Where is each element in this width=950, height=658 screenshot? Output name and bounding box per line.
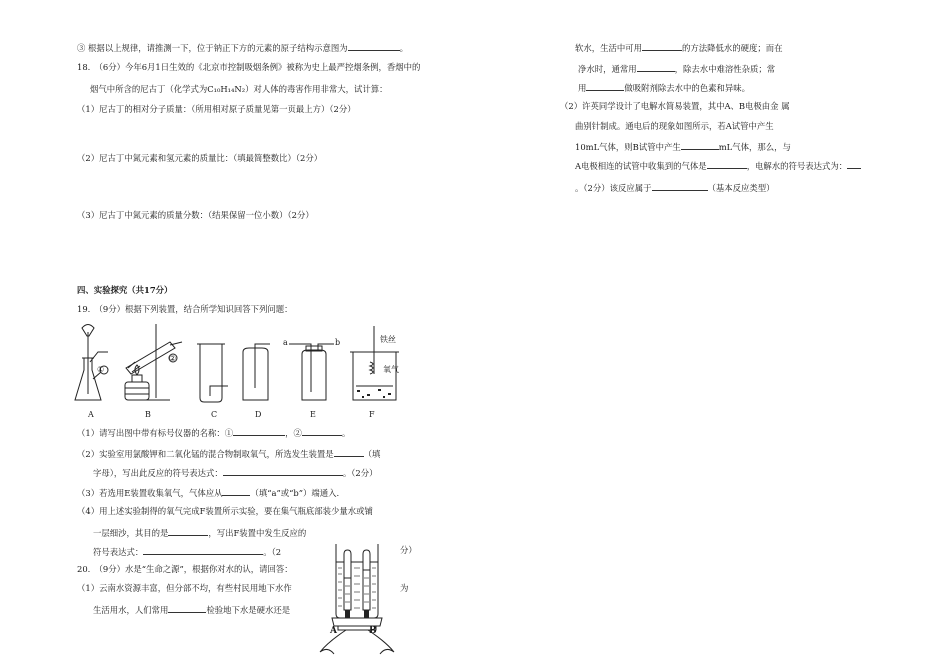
answer-blank[interactable] <box>681 140 719 150</box>
q19-part3: （3）若选用E装置收集氧气，气体应从 （填“a”或“b”）端通入. <box>77 488 340 498</box>
q20-part1-line4: 净水时，通常用 ，除去水中难溶性杂质；常 <box>578 64 776 74</box>
q19-part4-points-end: 分） <box>400 545 417 555</box>
mark-2: ② <box>169 354 177 363</box>
answer-blank[interactable] <box>233 426 285 436</box>
answer-blank[interactable] <box>143 545 263 555</box>
f-wire-label: 铁丝 <box>380 335 396 344</box>
q18-stem-line1: 18. （6分）今年6月1日生效的《北京市控制吸烟条例》被称为史上最严控烟条例，香烟中的 <box>77 62 421 72</box>
apparatus-label-e: E <box>310 410 316 419</box>
answer-blank[interactable] <box>637 62 675 72</box>
q19-part2-line2: 字母），写出此反应的符号表达式： 。（2分） <box>93 468 378 478</box>
q20-part2-line2: 曲别针制成。通电后的现象如图所示，若A试管中产生 <box>575 121 774 131</box>
q17-part3-text: ③ 根据以上规律，请推测一下，位于钠正下方的元素的原子结构示意图为 <box>77 43 348 53</box>
q20-part2-line1: （2）许英同学设计了电解水简易装置，其中A、B电极由金 属 <box>560 101 790 111</box>
answer-blank[interactable] <box>707 159 747 169</box>
e-port-b: b <box>335 338 341 347</box>
q19-part4-line3: 符号表达式： 。（2 <box>93 547 282 557</box>
apparatus-figure <box>70 322 410 414</box>
answer-blank[interactable] <box>586 81 624 91</box>
q20-part1-wrap: 为 <box>400 583 409 593</box>
answer-blank[interactable] <box>348 41 400 51</box>
q19-stem: 19. （9分）根据下列装置，结合所学知识回答下列问题： <box>77 304 293 314</box>
answer-blank[interactable] <box>652 181 708 191</box>
apparatus-e <box>289 344 334 400</box>
answer-blank[interactable] <box>168 603 206 613</box>
answer-blank[interactable] <box>168 526 208 536</box>
apparatus-label-f: F <box>369 410 375 419</box>
electrode-a-label: A <box>330 626 337 636</box>
apparatus-label-c: C <box>211 410 218 419</box>
apparatus-label-a: A <box>88 410 94 419</box>
answer-blank[interactable] <box>222 486 250 496</box>
answer-blank[interactable] <box>334 447 364 457</box>
q17-part3-line: ③ 根据以上规律，请推测一下，位于钠正下方的元素的原子结构示意图为 。 <box>77 43 409 53</box>
apparatus-label-b: B <box>145 410 151 419</box>
mark-1: ① <box>97 365 105 374</box>
q18-part2: （2）尼古丁中氮元素和氢元素的质量比：（填最简整数比）（2分） <box>77 153 323 163</box>
q19-part2-line1: （2）实验室用氯酸钾和二氧化锰的混合物制取氧气，所选发生装置是 （填 <box>77 449 381 459</box>
q19-part4-line1: （4）用上述实验制得的氧气完成F装置所示实验，要在集气瓶底部装少量水或铺 <box>77 506 373 516</box>
q20-part2-line4: A电极相连的试管中收集到的气体是 ，电解水的符号表达式为： <box>575 159 861 172</box>
q18-part1: （1）尼古丁的相对分子质量：（所用相对原子质量见第一页最上方）（2分） <box>77 104 356 114</box>
q19-part1: （1）请写出图中带有标号仪器的名称：① ，② 。 <box>77 428 351 438</box>
apparatus-d <box>243 344 270 400</box>
q20-part1-line3: 软水，生活中可用 的方法降低水的硬度；而在 <box>575 43 783 53</box>
answer-blank[interactable] <box>847 159 861 169</box>
apparatus-a <box>75 325 108 401</box>
apparatus-c <box>197 344 228 402</box>
electrolysis-figure <box>318 542 396 658</box>
q20-part1-line1: （1）云南水资源丰富，但分部不均，有些村民用地下水作 <box>77 583 292 593</box>
q20-stem: 20. （9分）水是“生命之源”，根据你对水的认，请回答： <box>77 564 293 574</box>
electrode-b-label: B <box>369 626 377 636</box>
apparatus-label-d: D <box>255 410 262 419</box>
f-gas-label: 氧气 <box>383 365 399 374</box>
q20-part1-line2: 生活用水，人们常用 检验地下水是硬水还是 <box>93 605 291 615</box>
q20-part2-line3: 10mL气体，则B试管中产生 mL气体，那么，与 <box>575 142 791 152</box>
q20-part2-line5: 。（2分）该反应属于 （基本反应类型） <box>575 183 775 193</box>
answer-blank[interactable] <box>223 466 343 476</box>
q18-stem-line2: 烟气中所含的尼古丁（化学式为C₁₀H₁₄N₂）对人体的毒害作用非常大，试计算： <box>90 84 388 94</box>
q18-part3: （3）尼古丁中氮元素的质量分数：（结果保留一位小数）（2分） <box>77 210 314 220</box>
q19-part4-line2: 一层细沙，其目的是 ，写出F装置中发生反应的 <box>93 528 307 538</box>
e-port-a: a <box>283 338 288 347</box>
answer-blank[interactable] <box>642 41 682 51</box>
q20-part1-line5: 用 做吸附剂除去水中的色素和异味。 <box>578 83 750 93</box>
answer-blank[interactable] <box>302 426 342 436</box>
section-4-title: 四、实验探究（共17分） <box>77 285 173 295</box>
